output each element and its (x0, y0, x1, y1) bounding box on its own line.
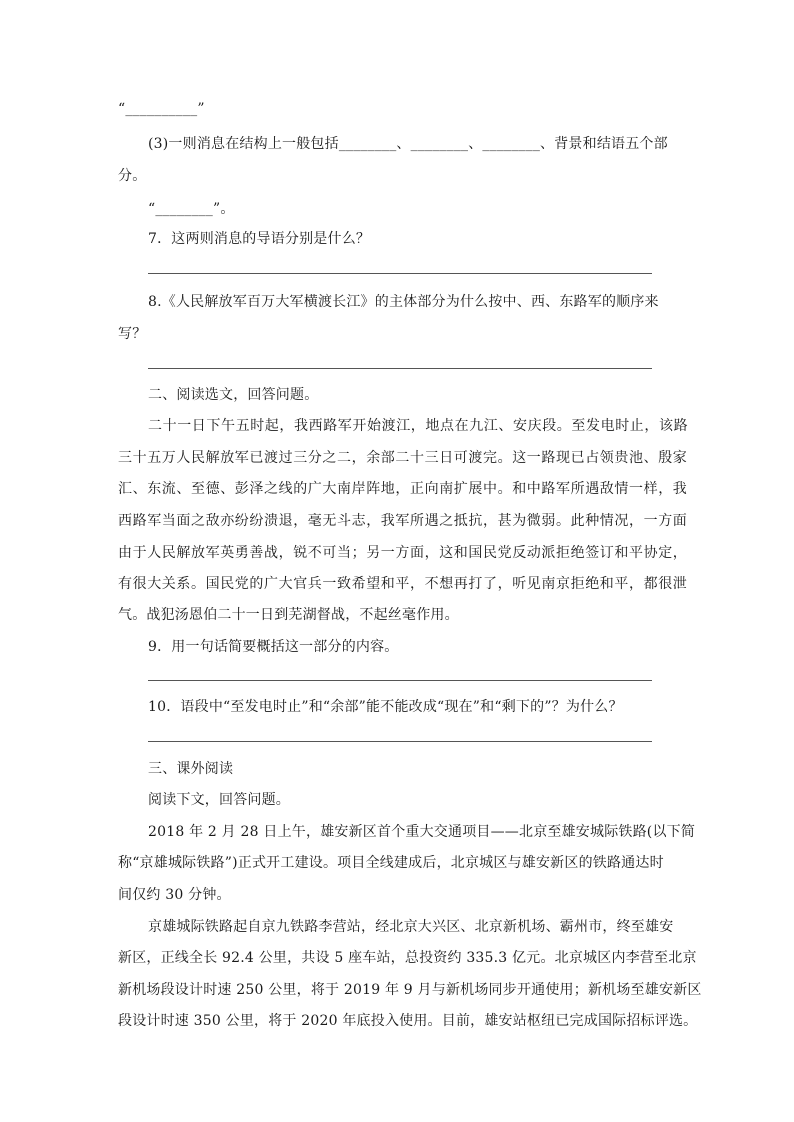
question-9: 9．用一句话简要概括这一部分的内容。 (148, 639, 399, 655)
question-10: 10．语段中“至发电时止”和“余部”能不能改成“现在”和“剩下的”？为什么？ (148, 699, 623, 715)
answer-line-q9 (148, 680, 652, 681)
article-p1-line-1: 2018 年 2 月 28 日上午，雄安新区首个重大交通项目——北京至雄安城际铁路(以下简 (148, 824, 696, 840)
passage-line-5: 由于人民解放军英勇善战，锐不可当；另一方面，这和国民党反动派拒绝签订和平协定， (118, 545, 688, 561)
answer-line-q8 (148, 368, 652, 369)
answer-line-q7 (148, 273, 652, 274)
passage-line-6: 有很大关系。国民党的广大官兵一致希望和平，不想再打了，听见南京拒绝和平，都很泄 (118, 576, 688, 592)
reading-instruction: 阅读下文，回答问题。 (148, 792, 290, 808)
section-3-heading: 三、课外阅读 (148, 761, 234, 777)
passage-line-2: 三十五万人民解放军已渡过三分之二，余部二十三日可渡完。这一路现已占领贵池、殷家 (118, 450, 688, 466)
passage-line-1: 二十一日下午五时起，我西路军开始渡江，地点在九江、安庆段。至发电时止，该路 (148, 418, 689, 434)
passage-line-7: 气。战犯汤恩伯二十一日到芜湖督战，不起丝毫作用。 (118, 607, 459, 623)
passage-line-3: 汇、东流、至德、彭泽之线的广大南岸阵地，正向南扩展中。和中路军所遇敌情一样，我 (118, 481, 688, 497)
article-p2-line-4: 段设计时速 350 公里，将于 2020 年底投入使用。目前，雄安站枢纽已完成国际招标评选。 (118, 1013, 698, 1029)
article-p1-line-3: 间仅约 30 分钟。 (118, 887, 231, 903)
article-p2-line-3: 新机场段设计时速 250 公里，将于 2019 年 9 月与新机场同步开通使用；新机场至雄安新区 (118, 982, 702, 998)
question-3-continuation: 分。 (118, 168, 147, 184)
question-3-text: (3)一则消息在结构上一般包括________、________、________、背景和结语五个部 (148, 136, 668, 152)
question-7: 7．这两则消息的导语分别是什么？ (148, 231, 371, 247)
article-p2-line-2: 新区，正线全长 92.4 公里，共设 5 座车站，总投资约 335.3 亿元。北京城区内李营至北京 (118, 950, 697, 966)
question-8: 8.《人民解放军百万大军横渡长江》的主体部分为什么按中、西、东路军的顺序来 (148, 294, 659, 310)
article-p2-line-1: 京雄城际铁路起自京九铁路李营站，经北京大兴区、北京新机场、霸州市，终至雄安 (148, 919, 674, 935)
section-2-heading: 二、阅读选文，回答问题。 (148, 387, 319, 403)
quote-blank-short: “________”。 (148, 201, 235, 217)
question-8-continuation: 写？ (118, 326, 147, 342)
quote-blank-line: “__________” (118, 101, 205, 117)
answer-line-q10 (148, 741, 652, 742)
passage-line-4: 西路军当面之敌亦纷纷溃退，毫无斗志，我军所遇之抵抗，甚为微弱。此种情况，一方面 (118, 513, 688, 529)
article-p1-line-2: 称“京雄城际铁路”)正式开工建设。项目全线建成后，北京城区与雄安新区的铁路通达时 (118, 855, 664, 871)
